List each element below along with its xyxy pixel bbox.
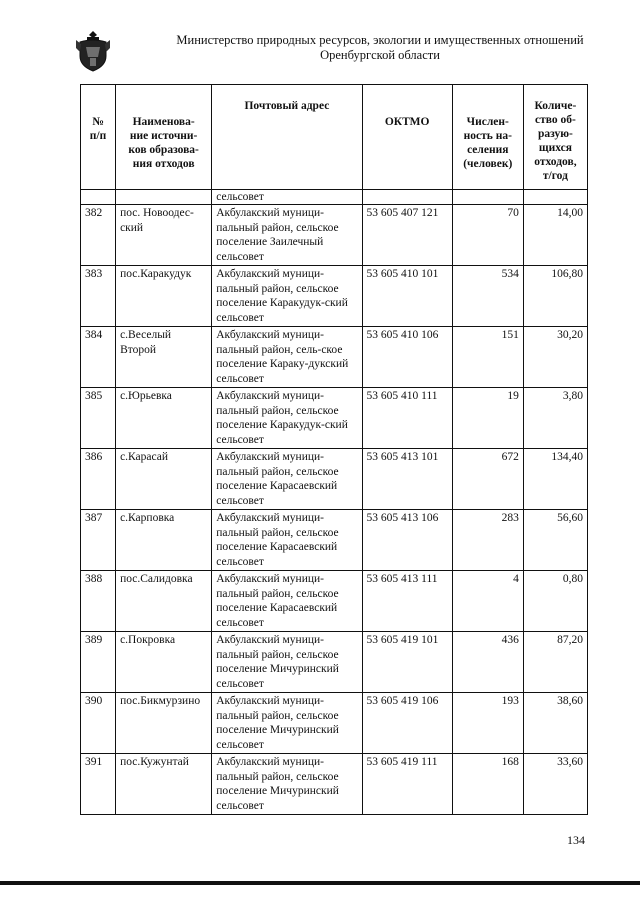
ministry-name-line: Министерство природных ресурсов, экологии и имущественных отношений <box>176 33 584 47</box>
waste-amount-cell: 134,40 <box>523 449 587 510</box>
column-header-oktmo: ОКТМО <box>362 85 452 190</box>
postal-address-cell: Акбулакский муници-пальный район, сельское поселение Карасаевский сельсовет <box>212 449 362 510</box>
population-cell: 70 <box>452 205 523 266</box>
continuation-row <box>81 190 588 205</box>
population-cell: 19 <box>452 388 523 449</box>
population-cell: 672 <box>452 449 523 510</box>
table-row <box>81 388 588 449</box>
bottom-divider <box>0 881 640 885</box>
table-row <box>81 266 588 327</box>
waste-amount-cell: 30,20 <box>523 327 587 388</box>
source-name-cell: с.Веселый Второй <box>116 327 212 388</box>
source-name-cell: с.Юрьевка <box>116 388 212 449</box>
waste-amount-cell: 106,80 <box>523 266 587 327</box>
waste-amount-cell: 56,60 <box>523 510 587 571</box>
oktmo-cell: 53 605 413 106 <box>362 510 452 571</box>
orenburg-coat-of-arms-icon <box>74 30 112 72</box>
continuation-cell <box>523 190 587 205</box>
row-number-cell: 389 <box>81 632 116 693</box>
oktmo-cell: 53 605 410 111 <box>362 388 452 449</box>
population-cell: 193 <box>452 693 523 754</box>
table-row <box>81 205 588 266</box>
row-number-cell: 387 <box>81 510 116 571</box>
oktmo-cell: 53 605 419 106 <box>362 693 452 754</box>
source-name-cell: с.Карповка <box>116 510 212 571</box>
source-name-cell: с.Покровка <box>116 632 212 693</box>
column-header-population: Числен- ность на- селения (человек) <box>452 85 523 190</box>
waste-sources-table <box>80 84 588 815</box>
source-name-cell: пос.Салидовка <box>116 571 212 632</box>
row-number-cell: 390 <box>81 693 116 754</box>
postal-address-cell: Акбулакский муници-пальный район, сельское поселение Карасаевский сельсовет <box>212 510 362 571</box>
table-row <box>81 571 588 632</box>
waste-amount-cell: 3,80 <box>523 388 587 449</box>
oktmo-cell: 53 605 410 106 <box>362 327 452 388</box>
row-number-cell: 382 <box>81 205 116 266</box>
continuation-address-cell: сельсовет <box>212 190 362 205</box>
population-cell: 534 <box>452 266 523 327</box>
postal-address-cell: Акбулакский муници-пальный район, сельское поселение Каракудук-ский сельсовет <box>212 266 362 327</box>
postal-address-cell: Акбулакский муници-пальный район, сельское поселение Мичуринский сельсовет <box>212 754 362 815</box>
table-row <box>81 693 588 754</box>
continuation-cell <box>362 190 452 205</box>
oktmo-cell: 53 605 419 111 <box>362 754 452 815</box>
population-cell: 168 <box>452 754 523 815</box>
ministry-region-line: Оренбургской области <box>320 48 440 62</box>
row-number-cell: 383 <box>81 266 116 327</box>
postal-address-cell: Акбулакский муници-пальный район, сельское поселение Карасаевский сельсовет <box>212 571 362 632</box>
table-row <box>81 510 588 571</box>
page-header <box>70 30 630 70</box>
waste-amount-cell: 38,60 <box>523 693 587 754</box>
table-row <box>81 754 588 815</box>
oktmo-cell: 53 605 413 111 <box>362 571 452 632</box>
column-header-source-name: Наименова- ние источни- ков образова- ния отходов <box>116 85 212 190</box>
oktmo-cell: 53 605 407 121 <box>362 205 452 266</box>
oktmo-cell: 53 605 410 101 <box>362 266 452 327</box>
waste-amount-cell: 14,00 <box>523 205 587 266</box>
table-header-row <box>81 85 588 190</box>
row-number-cell: 391 <box>81 754 116 815</box>
waste-amount-cell: 0,80 <box>523 571 587 632</box>
population-cell: 436 <box>452 632 523 693</box>
row-number-cell: 386 <box>81 449 116 510</box>
page-number: 134 <box>567 833 585 847</box>
column-header-number: № п/п <box>81 85 116 190</box>
postal-address-cell: Акбулакский муници-пальный район, сельское поселение Мичуринский сельсовет <box>212 632 362 693</box>
source-name-cell: пос.Каракудук <box>116 266 212 327</box>
postal-address-cell: Акбулакский муници-пальный район, сельское поселение Заилечный сельсовет <box>212 205 362 266</box>
column-header-waste-amount: Количе- ство об- разую- щихся отходов, т/год <box>523 85 587 190</box>
row-number-cell: 385 <box>81 388 116 449</box>
ministry-title <box>130 33 630 63</box>
source-name-cell: пос.Бикмурзино <box>116 693 212 754</box>
source-name-cell: с.Карасай <box>116 449 212 510</box>
population-cell: 151 <box>452 327 523 388</box>
postal-address-cell: Акбулакский муници-пальный район, сельское поселение Мичуринский сельсовет <box>212 693 362 754</box>
source-name-cell: пос.Кужунтай <box>116 754 212 815</box>
oktmo-cell: 53 605 413 101 <box>362 449 452 510</box>
postal-address-cell: Акбулакский муници-пальный район, сельское поселение Каракудук-ский сельсовет <box>212 388 362 449</box>
continuation-cell <box>81 190 116 205</box>
row-number-cell: 388 <box>81 571 116 632</box>
source-name-cell: пос. Новоодес-ский <box>116 205 212 266</box>
row-number-cell: 384 <box>81 327 116 388</box>
oktmo-cell: 53 605 419 101 <box>362 632 452 693</box>
waste-amount-cell: 33,60 <box>523 754 587 815</box>
continuation-cell <box>116 190 212 205</box>
continuation-cell <box>452 190 523 205</box>
population-cell: 283 <box>452 510 523 571</box>
column-header-postal-address: Почтовый адрес <box>212 85 362 190</box>
table-row <box>81 327 588 388</box>
population-cell: 4 <box>452 571 523 632</box>
postal-address-cell: Акбулакский муници-пальный район, сель-ское поселение Караку-дукский сельсовет <box>212 327 362 388</box>
table-row <box>81 449 588 510</box>
waste-amount-cell: 87,20 <box>523 632 587 693</box>
table-row <box>81 632 588 693</box>
